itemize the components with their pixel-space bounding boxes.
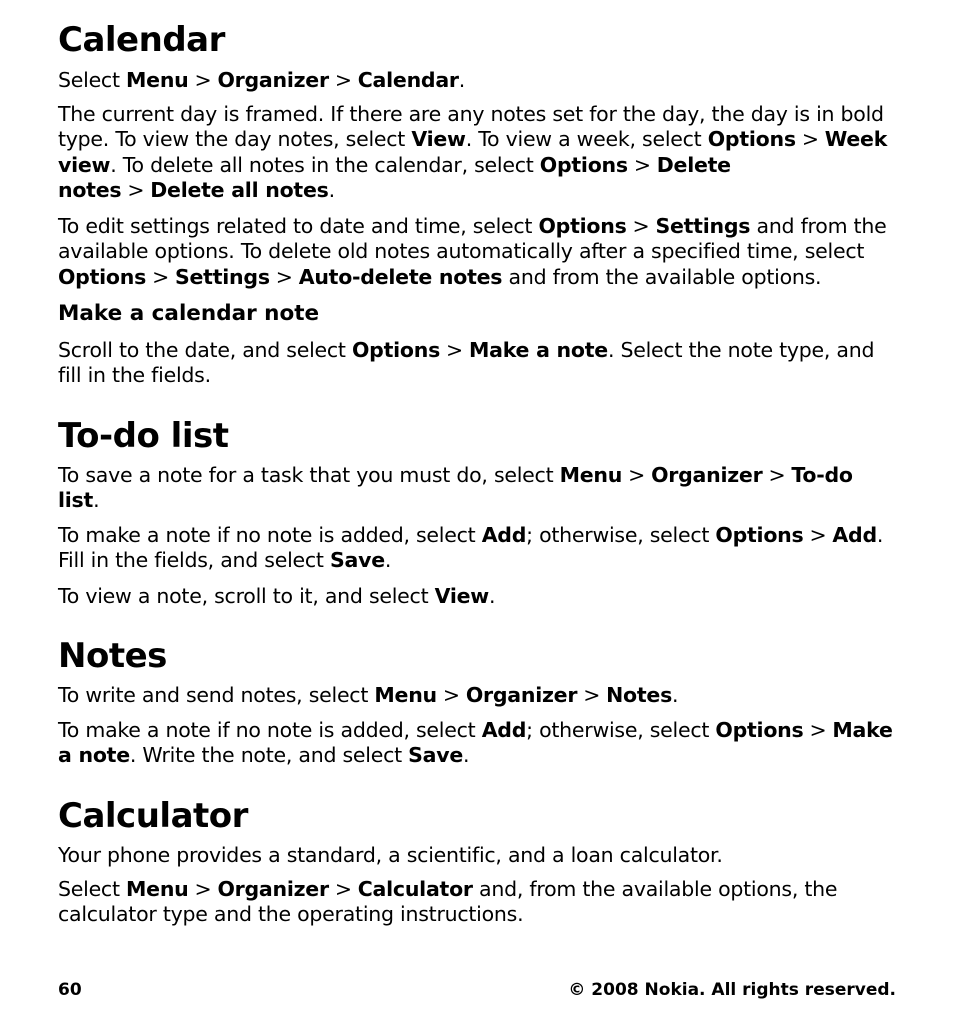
calendar-term: Calendar bbox=[357, 68, 459, 92]
text: To view a note, scroll to it, and select bbox=[58, 584, 435, 608]
options-term: Options bbox=[539, 152, 628, 177]
text: ; otherwise, select bbox=[526, 523, 716, 547]
copyright-notice: © 2008 Nokia. All rights reserved. bbox=[568, 980, 896, 1000]
text: Select bbox=[58, 68, 127, 92]
make-calendar-note-subheading: Make a calendar note bbox=[58, 301, 320, 326]
path-separator: > bbox=[194, 68, 212, 92]
path-separator: > bbox=[194, 877, 212, 901]
text: . bbox=[384, 548, 392, 573]
text: To make a note if no note is added, select bbox=[58, 523, 482, 547]
text: . Select the note type, and fill in the fields. bbox=[58, 338, 875, 388]
text: . bbox=[93, 488, 100, 513]
todo-heading: To-do list bbox=[58, 416, 229, 456]
menu-term: Menu bbox=[126, 877, 189, 901]
settings-term: Settings bbox=[655, 214, 751, 238]
options-term: Options bbox=[351, 338, 441, 362]
text: . bbox=[458, 68, 466, 92]
path-separator: > bbox=[809, 523, 827, 547]
view-term: View bbox=[411, 127, 466, 152]
options-term: Options bbox=[58, 264, 147, 289]
make-a-note-term: Make a note bbox=[58, 718, 893, 768]
add-term: Add bbox=[481, 718, 527, 742]
text: . bbox=[463, 743, 470, 768]
path-separator: > bbox=[334, 877, 352, 901]
view-term: View bbox=[434, 584, 489, 608]
todo-paragraph-save bbox=[58, 463, 898, 514]
week-view-term: Week view bbox=[58, 127, 888, 177]
calendar-paragraph-settings bbox=[58, 214, 898, 290]
text: . To view a week, select bbox=[465, 127, 708, 152]
text: . bbox=[672, 683, 679, 707]
delete-notes-term: Delete notes bbox=[58, 152, 731, 203]
path-separator: > bbox=[275, 264, 293, 289]
page-number: 60 bbox=[58, 980, 82, 1000]
path-separator: > bbox=[801, 127, 819, 152]
calendar-heading: Calendar bbox=[58, 20, 225, 60]
text: Scroll to the date, and select bbox=[58, 338, 352, 362]
path-separator: > bbox=[446, 338, 463, 362]
text: . Write the note, and select bbox=[129, 743, 409, 768]
notes-term: Notes bbox=[606, 683, 673, 707]
options-term: Options bbox=[707, 127, 796, 152]
todo-paragraph-add bbox=[58, 523, 898, 574]
text: Your phone provides a standard, a scientific, and a loan calculator. bbox=[58, 843, 723, 867]
path-separator: > bbox=[442, 683, 460, 707]
path-separator: > bbox=[152, 264, 169, 289]
path-separator: > bbox=[583, 683, 601, 707]
calendar-paragraph-make-note bbox=[58, 338, 898, 389]
calculator-term: Calculator bbox=[357, 877, 473, 901]
settings-term: Settings bbox=[175, 264, 270, 289]
delete-all-notes-term: Delete all notes bbox=[150, 178, 329, 203]
text: . bbox=[489, 584, 496, 608]
text: and from the available options. bbox=[502, 264, 822, 289]
calendar-paragraph-view bbox=[58, 102, 898, 204]
text: . bbox=[328, 178, 335, 203]
notes-heading: Notes bbox=[58, 636, 167, 676]
path-separator: > bbox=[127, 178, 145, 203]
organizer-term: Organizer bbox=[217, 877, 329, 901]
text: . Fill in the fields, and select bbox=[58, 523, 884, 573]
options-term: Options bbox=[538, 214, 627, 238]
text: The current day is framed. If there are any notes set for the day, the day is in bold type. To view the day notes, select bbox=[58, 102, 884, 152]
organizer-term: Organizer bbox=[465, 683, 578, 707]
text: To save a note for a task that you must do, select bbox=[58, 463, 560, 487]
path-separator: > bbox=[809, 718, 827, 742]
calculator-heading: Calculator bbox=[58, 796, 248, 836]
add-term: Add bbox=[481, 523, 527, 547]
text: . To delete all notes in the calendar, select bbox=[110, 152, 540, 177]
menu-term: Menu bbox=[559, 463, 623, 487]
save-term: Save bbox=[329, 548, 385, 573]
path-separator: > bbox=[768, 463, 786, 487]
menu-term: Menu bbox=[374, 683, 437, 707]
notes-paragraph-write bbox=[58, 683, 898, 708]
text: ; otherwise, select bbox=[526, 718, 716, 742]
text: and from the available options. To delete old notes automatically after a specified time, select bbox=[58, 214, 887, 264]
text: To edit settings related to date and time, select bbox=[58, 214, 539, 238]
options-term: Options bbox=[715, 718, 804, 742]
calendar-menu-path bbox=[58, 68, 898, 93]
add-term: Add bbox=[832, 523, 877, 547]
make-a-note-term: Make a note bbox=[468, 338, 608, 362]
calculator-paragraph-intro bbox=[58, 843, 898, 868]
organizer-term: Organizer bbox=[651, 463, 763, 487]
page-footer bbox=[58, 976, 896, 1004]
notes-paragraph-make bbox=[58, 718, 898, 769]
options-term: Options bbox=[715, 523, 804, 547]
menu-term: Menu bbox=[126, 68, 189, 92]
organizer-term: Organizer bbox=[217, 68, 329, 92]
path-separator: > bbox=[628, 463, 646, 487]
path-separator: > bbox=[334, 68, 352, 92]
text: and, from the available options, the calculator type and the operating instructions. bbox=[58, 877, 838, 927]
auto-delete-notes-term: Auto-delete notes bbox=[298, 264, 503, 289]
save-term: Save bbox=[408, 743, 464, 768]
todo-list-term: To-do list bbox=[58, 463, 853, 513]
todo-paragraph-view bbox=[58, 584, 898, 609]
path-separator: > bbox=[632, 214, 650, 238]
text: Select bbox=[58, 877, 127, 901]
path-separator: > bbox=[633, 152, 651, 177]
text: To write and send notes, select bbox=[58, 683, 375, 707]
calculator-paragraph-select bbox=[58, 877, 898, 928]
text: To make a note if no note is added, select bbox=[58, 718, 482, 742]
